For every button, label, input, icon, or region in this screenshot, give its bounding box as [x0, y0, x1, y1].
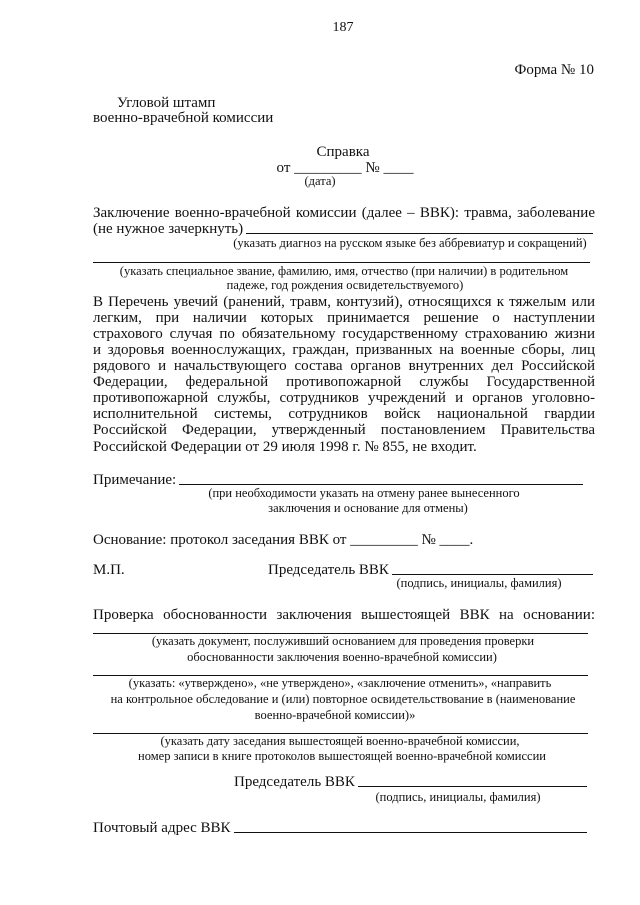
body-line: исполнительной системы, сотрудников войск национальной гвардии [93, 406, 595, 422]
document-title: Справка [316, 144, 370, 160]
body-line: В Перечень увечий (ранений, травм, контузий), относящихся к тяжелым или [93, 294, 595, 310]
review-chair-blank-line [358, 776, 587, 787]
body-line: Федерации, федеральной противопожарной службы Государственной [93, 374, 595, 390]
diagnosis-blank-line [246, 223, 593, 234]
conclusion-line-1: Заключение военно-врачебной комиссии (далее – ВВК): травма, заболевание [93, 205, 595, 221]
review-chair-label: Председатель ВВК [234, 774, 355, 790]
body-line: страхового случая по обязательному государственному страхованию жизни [93, 326, 595, 342]
note-hint-line-1: (при необходимости указать на отмену ранее вынесенного [208, 486, 520, 500]
form-label: Форма № 10 [514, 62, 594, 78]
note-hint-line-2: заключения и основание для отмены) [268, 501, 468, 515]
note-label: Примечание: [93, 472, 177, 488]
postal-address-line [93, 819, 587, 837]
body-line: легким, при наличии которых принимается решение о наступлении [93, 310, 595, 326]
date-number-line: от _________ № ____ [276, 160, 414, 176]
diagnosis-hint: (указать диагноз на русском языке без аббревиатур и сокращений) [233, 236, 587, 250]
review-chair-signature-line [234, 773, 587, 791]
chair-blank-line [392, 564, 593, 575]
page-number: 187 [332, 20, 354, 35]
body-line: противопожарной службы, сотрудников учреждений и органов уголовно- [93, 390, 595, 406]
postal-address-label: Почтовый адрес ВВК [93, 820, 231, 836]
chair-hint: (подпись, инициалы, фамилия) [396, 576, 562, 590]
body-line-last: Российской Федерации от 29 июля 1998 г. № 855, не входит. [93, 439, 477, 455]
chair-label: Председатель ВВК [268, 562, 389, 578]
person-hint-line-2: падеже, год рождения освидетельствуемого) [226, 278, 464, 292]
date-hint: (дата) [304, 174, 336, 188]
stamp-line-2: военно-врачебной комиссии [93, 110, 274, 126]
strike-out-note: (не нужное зачеркнуть) [93, 221, 244, 237]
person-hint-line-1: (указать специальное звание, фамилию, имя, отчество (при наличии) в родительном [119, 264, 569, 278]
body-line: Российской Федерации, утвержденный постановлением Правительства [93, 422, 595, 438]
review-chair-hint: (подпись, инициалы, фамилия) [375, 790, 541, 804]
person-blank-line [93, 262, 590, 263]
body-line: рядового и начальствующего состава органов внутренних дел Российской [93, 358, 595, 374]
note-blank-line [179, 474, 583, 485]
review-date-hint-1: (указать дату заседания вышестоящей военно-врачебной комиссии, [160, 734, 520, 748]
review-date-hint-2: номер записи в книге протоколов вышестоящей военно-врачебной комиссии [138, 749, 546, 763]
seal-place: М.П. [93, 562, 125, 578]
review-decision-hint-1: (указать: «утверждено», «не утверждено», «заключение отменить», «направить [128, 676, 552, 690]
basis-line: Основание: протокол заседания ВВК от _________ № ____. [93, 532, 474, 548]
review-decision-hint-2: на контрольное обследование и (или) повторное освидетельствование в (наименование [110, 692, 576, 706]
review-document-hint-2: обоснованности заключения военно-врачебной комиссии) [187, 650, 497, 664]
review-heading: Проверка обоснованности заключения вышестоящей ВВК на основании: [93, 607, 595, 623]
postal-address-blank-line [234, 822, 587, 833]
body-line: и здоровья военнослужащих, граждан, призванных на военные сборы, лиц [93, 342, 595, 358]
review-decision-hint-3: военно-врачебной комиссии)» [254, 708, 416, 722]
stamp-line-1: Угловой штамп [117, 95, 216, 111]
review-document-hint-1: (указать документ, послуживший основанием для проведения проверки [151, 634, 535, 648]
